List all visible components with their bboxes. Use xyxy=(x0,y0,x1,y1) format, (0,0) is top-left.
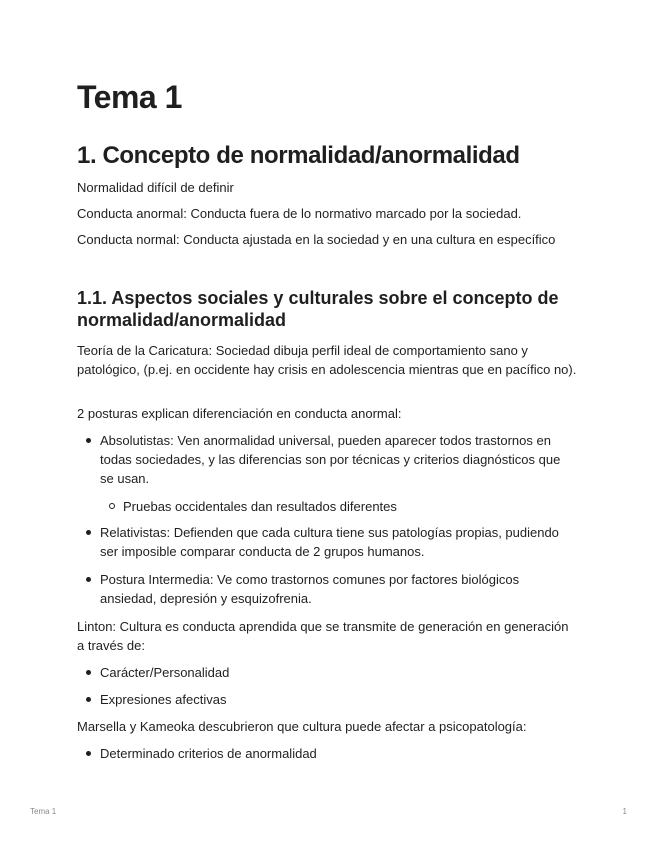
list-item-absolutistas: Absolutistas: Ven anormalidad universal, pueden aparecer todos trastornos en todas sociedades, y las diferencias son por técnicas y criterios diagnósticos que se usan. xyxy=(100,431,577,488)
list-item-criterios: Determinado criterios de anormalidad xyxy=(100,744,577,763)
list-item-caracter: Carácter/Personalidad xyxy=(100,663,577,682)
paragraph-linton: Linton: Cultura es conducta aprendida que se transmite de generación en generación a través de: xyxy=(77,619,569,653)
paragraph-marsella: Marsella y Kameoka descubrieron que cultura puede afectar a psicopatología: xyxy=(77,719,527,734)
paragraph-normalidad: Normalidad difícil de definir xyxy=(77,180,234,195)
list-item-relativistas: Relativistas: Defienden que cada cultura tiene sus patologías propias, pudiendo ser imposible comparar conducta de 2 grupos humanos. xyxy=(100,523,577,561)
paragraph-posturas: 2 posturas explican diferenciación en conducta anormal: xyxy=(77,406,402,421)
paragraph-conducta-normal: Conducta normal: Conducta ajustada en la sociedad y en una cultura en específico xyxy=(77,232,556,247)
footer-document-name: Tema 1 xyxy=(30,807,57,816)
list-item-expresiones: Expresiones afectivas xyxy=(100,690,577,709)
page-title: Tema 1 xyxy=(77,79,182,115)
paragraph-teoria-caricatura: Teoría de la Caricatura: Sociedad dibuja perfil ideal de comportamiento sano y patológico, (p.ej. en occidente hay crisis en adolescencia mientras que en pacífico no). xyxy=(77,343,577,377)
subsection-heading-aspectos: 1.1. Aspectos sociales y culturales sobre el concepto de normalidad/anormalidad xyxy=(77,288,559,330)
list-item-postura-intermedia: Postura Intermedia: Ve como trastornos comunes por factores biológicos ansiedad, depresión y esquizofrenia. xyxy=(100,570,577,608)
section-heading-concepto: 1. Concepto de normalidad/anormalidad xyxy=(77,142,520,169)
sub-list-item-pruebas: Pruebas occidentales dan resultados diferentes xyxy=(123,497,573,516)
paragraph-conducta-anormal: Conducta anormal: Conducta fuera de lo normativo marcado por la sociedad. xyxy=(77,206,522,221)
footer-page-number: 1 xyxy=(622,807,627,816)
